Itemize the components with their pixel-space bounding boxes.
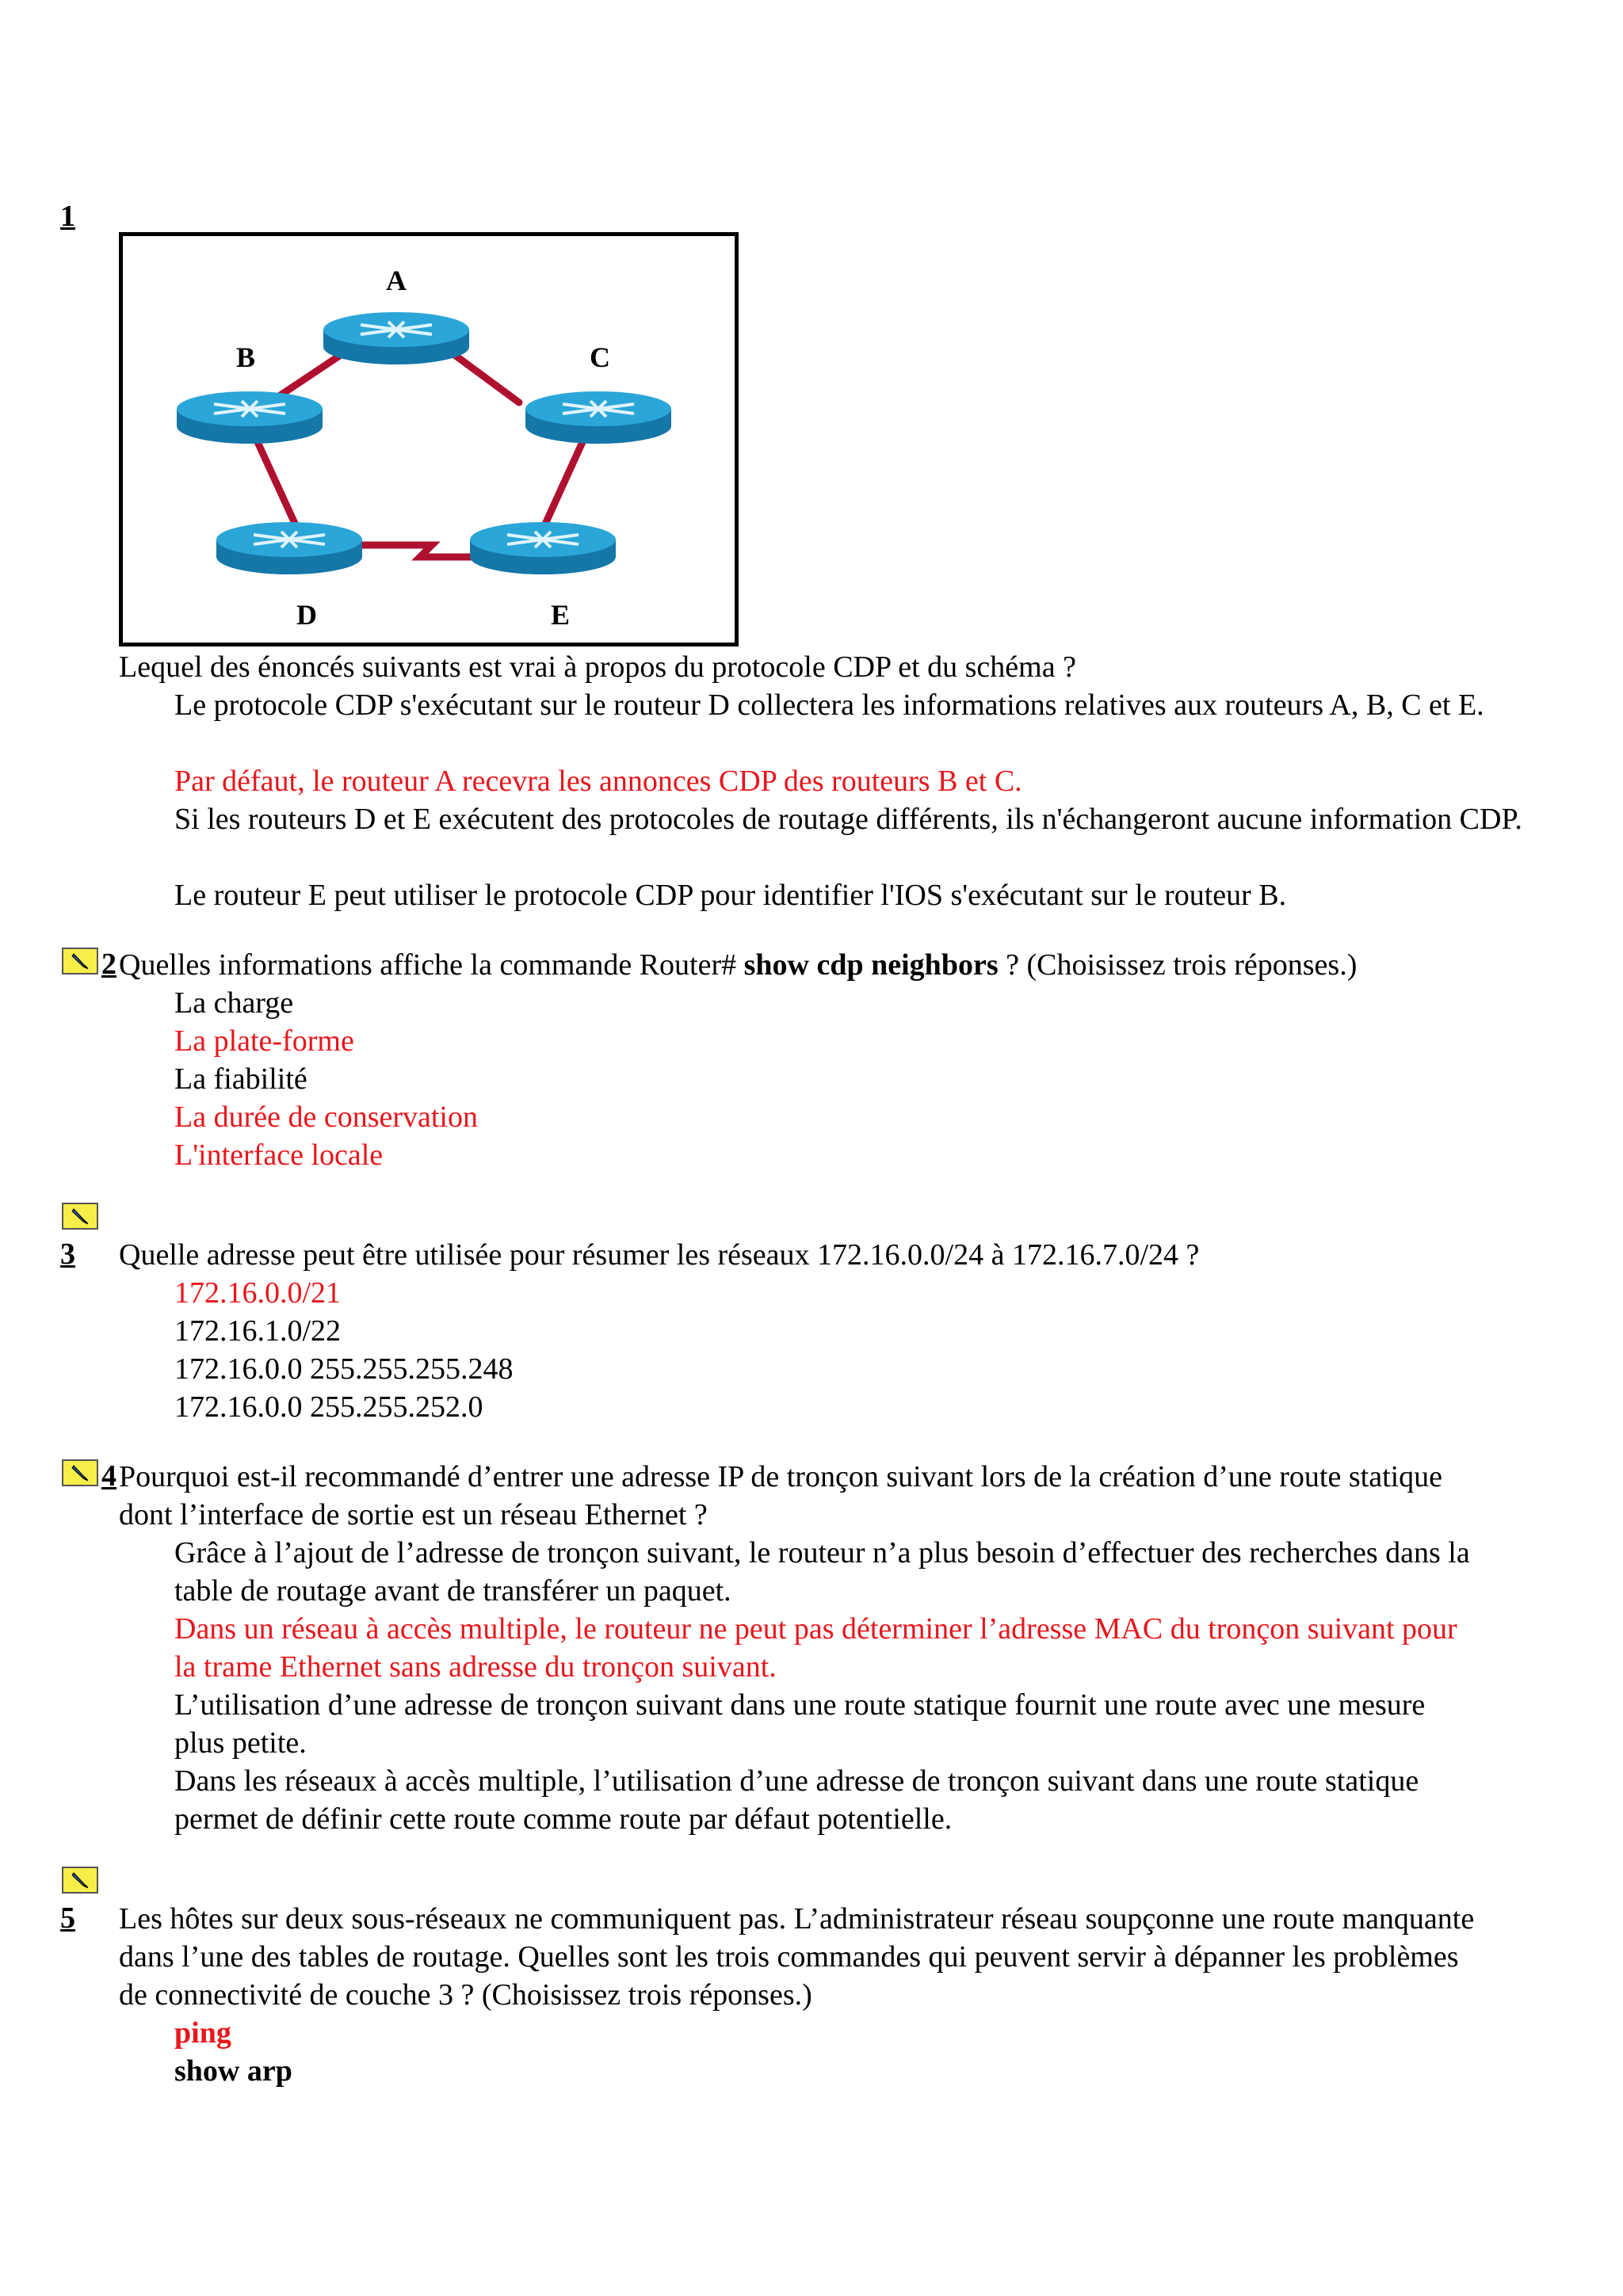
q4-answer-3-line2: plus petite. [174, 1726, 307, 1760]
q1-answer-1: Le protocole CDP s'exécutant sur le routeur D collectera les informations relatives aux routeurs A, B, C et E. [174, 688, 1484, 722]
q2-answer-5: L'interface locale [174, 1138, 384, 1172]
pencil-icon [62, 1459, 98, 1486]
router-label-a: A [386, 265, 407, 296]
q4-answer-2-line2: la trame Ethernet sans adresse du tronçon suivant. [174, 1650, 777, 1684]
question-5-text-line2: dans l’une des tables de routage. Quelles sont les trois commandes qui peuvent servir à dépanner les problèmes [119, 1940, 1459, 1974]
q4-answer-3-line1: L’utilisation d’une adresse de tronçon suivant dans une route statique fournit une route avec une mesure [174, 1688, 1426, 1722]
question-number-4: 4 [101, 1459, 116, 1493]
question-3-text: Quelle adresse peut être utilisée pour résumer les réseaux 172.16.0.0/24 à 172.16.7.0/24 ? [119, 1238, 1200, 1272]
pencil-icon [62, 1203, 98, 1230]
q4-answer-4-line1: Dans les réseaux à accès multiple, l’utilisation d’une adresse de tronçon suivant dans une route statique [174, 1764, 1419, 1798]
question-number-5: 5 [60, 1901, 75, 1935]
q3-answer-3: 172.16.0.0 255.255.255.248 [174, 1352, 514, 1386]
q2-answer-1: La charge [174, 986, 294, 1020]
link-c-e [543, 442, 582, 529]
q4-answer-2-line1: Dans un réseau à accès multiple, le routeur ne peut pas déterminer l’adresse MAC du tronçon suivant pour [174, 1612, 1457, 1646]
question-4-text-line1: Pourquoi est-il recommandé d’entrer une adresse IP de tronçon suivant lors de la création d’une route statique [119, 1460, 1443, 1493]
q2-answer-4: La durée de conservation [174, 1100, 478, 1134]
question-2-command: show cdp neighbors [743, 948, 999, 982]
q1-answer-4: Le routeur E peut utiliser le protocole CDP pour identifier l'IOS s'exécutant sur le routeur B. [174, 879, 1287, 912]
router-topology [123, 236, 735, 643]
q3-answer-2: 172.16.1.0/22 [174, 1314, 342, 1348]
router-c-icon [525, 391, 671, 444]
router-label-b: B [235, 341, 256, 373]
q3-answer-1: 172.16.0.0/21 [174, 1276, 342, 1310]
question-number-3: 3 [60, 1238, 75, 1271]
q2-answer-2: La plate-forme [174, 1024, 354, 1058]
question-5-text-line3: de connectivité de couche 3 ? (Choisissez trois réponses.) [119, 1978, 812, 2012]
question-2-text-after: ? (Choisissez trois réponses.) [998, 948, 1358, 982]
router-label-c: C [590, 341, 610, 373]
link-d-e [361, 545, 483, 557]
pencil-icon [62, 948, 98, 974]
network-diagram [119, 232, 739, 646]
question-4-text-line2: dont l’interface de sortie est un réseau Ethernet ? [119, 1498, 708, 1531]
question-number-1: 1 [60, 200, 75, 233]
q5-answer-1: ping [174, 2016, 231, 2050]
q3-answer-4: 172.16.0.0 255.255.252.0 [174, 1390, 483, 1424]
router-label-e: E [550, 599, 571, 631]
question-1-text: Lequel des énoncés suivants est vrai à propos du protocole CDP et du schéma ? [119, 650, 1076, 684]
q5-answer-2: show arp [174, 2054, 292, 2088]
pencil-icon [62, 1867, 98, 1894]
q4-answer-1-line1: Grâce à l’ajout de l’adresse de tronçon suivant, le routeur n’a plus besoin d’effectuer des recherches dans la [174, 1536, 1470, 1569]
q1-answer-3: Si les routeurs D et E exécutent des protocoles de routage différents, ils n'échangeront aucune information CDP. [174, 803, 1522, 836]
q4-answer-1-line2: table de routage avant de transférer un paquet. [174, 1574, 731, 1608]
router-d-icon [216, 522, 362, 574]
router-b-icon [177, 391, 323, 444]
q1-answer-2: Par défaut, le routeur A recevra les annonces CDP des routeurs B et C. [174, 765, 1022, 798]
question-2-text-before: Quelles informations affiche la commande Router# [119, 948, 744, 982]
router-label-d: D [296, 599, 317, 631]
question-2-text [119, 946, 1357, 984]
q2-answer-3: La fiabilité [174, 1062, 307, 1096]
q4-answer-4-line2: permet de définir cette route comme route par défaut potentielle. [174, 1802, 953, 1836]
router-a-icon [323, 312, 469, 364]
question-5-text-line1: Les hôtes sur deux sous-réseaux ne communiquent pas. L’administrateur réseau soupçonne une route manquante [119, 1902, 1475, 1936]
question-number-2: 2 [101, 948, 116, 981]
router-e-icon [470, 522, 616, 574]
